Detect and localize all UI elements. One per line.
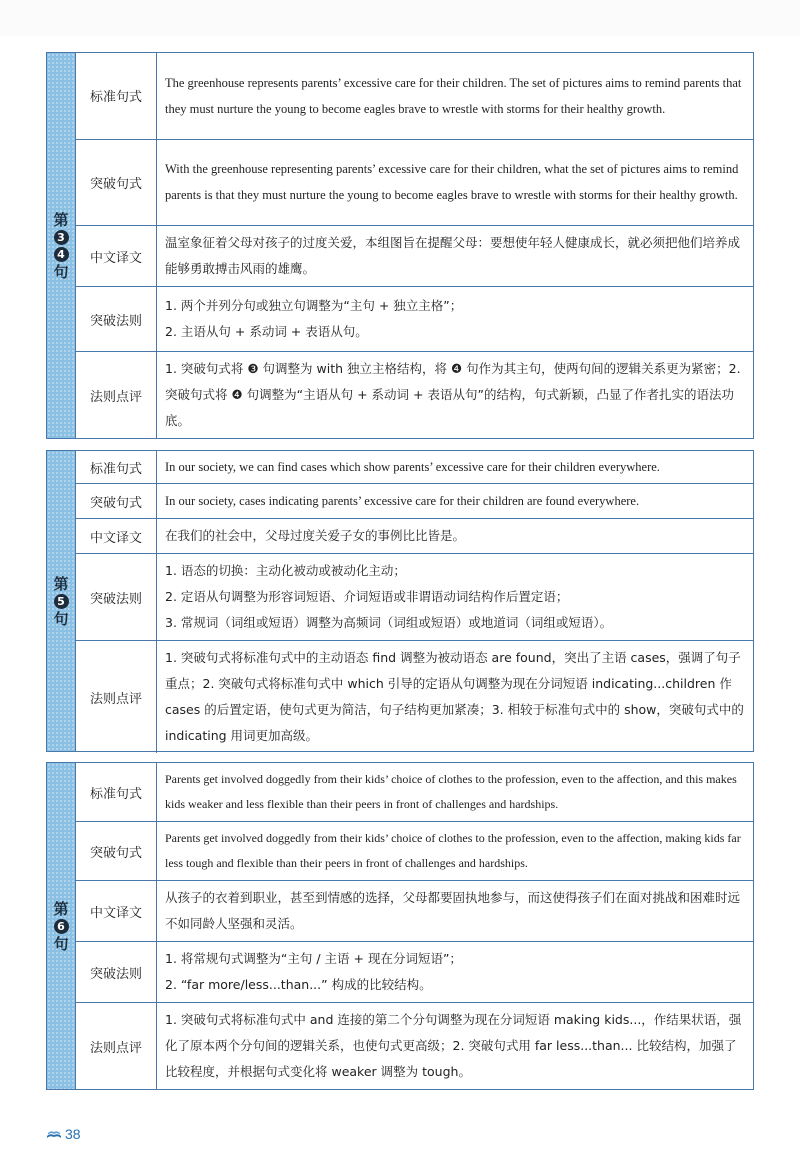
table-row	[76, 287, 753, 352]
page-number	[46, 1126, 81, 1142]
row-label: 中文译文	[76, 226, 157, 286]
improved-sentence: In our society, cases indicating parents’ excessive care for their children are found everywhere.	[165, 494, 640, 508]
sentence-suffix: 句	[53, 609, 69, 628]
chinese-translation: 从孩子的衣着到职业，甚至到情感的选择，父母都要固执地参与，而这使得孩子们在面对挑战和困难时远不如同龄人坚强和灵活。	[165, 890, 741, 931]
improved-sentence: With the greenhouse representing parents’ excessive care for their children, what the set of pictures aims to remind parents is that they must nurture the young to become eagles brave to wrestle with storms for their healthy growth.	[165, 162, 739, 203]
row-label: 突破句式	[76, 140, 157, 226]
table-row	[76, 1003, 753, 1089]
standard-sentence: The greenhouse represents parents’ excessive care for their children. The set of pictures aims to remind parents that they must nurture the young to become eagles brave to wrestle with storms for their healthy growth.	[165, 75, 742, 116]
rule-item: 1. 语态的切换：主动化被动或被动化主动；	[165, 563, 406, 578]
table-row	[76, 519, 753, 554]
sentence-number-badge: 6	[54, 919, 69, 934]
row-label: 法则点评	[76, 641, 157, 753]
rule-comment: 1. 突破句式将标准句式中的主动语态 find 调整为被动语态 are found，突出了主语 cases，强调了句子重点；2. 突破句式将标准句式中 which 引导的定语从句调整为现在分词短语 indicating...children 作 cases 的后置定语，使句式更为简洁，句子结构更加紧凑；3. 相较于标准句式中的 show，突破句式中的 indicating 用词更加高级。	[165, 650, 744, 743]
sentence-number-tab	[47, 53, 76, 438]
standard-sentence: In our society, we can find cases which show parents’ excessive care for their children everywhere.	[165, 460, 660, 474]
sentence-prefix: 第	[53, 210, 69, 229]
sentence-prefix: 第	[53, 899, 69, 918]
sentence-number-tab	[47, 763, 76, 1089]
table-row	[76, 352, 753, 438]
table-row	[76, 484, 753, 519]
table-row	[76, 881, 753, 942]
rule-item: 3. 常规词（词组或短语）调整为高频词（词组或短语）或地道词（词组或短语）。	[165, 615, 613, 630]
chinese-translation: 在我们的社会中，父母过度关爱子女的事例比比皆是。	[165, 528, 466, 543]
row-label: 标准句式	[76, 763, 157, 821]
book-icon	[46, 1126, 62, 1142]
row-label: 标准句式	[76, 53, 157, 139]
rule-list	[157, 287, 753, 351]
page-number-text: 38	[65, 1126, 81, 1142]
table-row	[76, 942, 753, 1003]
row-label: 中文译文	[76, 881, 157, 941]
table-row	[76, 641, 753, 753]
row-label: 突破句式	[76, 822, 157, 880]
row-label: 突破法则	[76, 942, 157, 1002]
table-row	[76, 451, 753, 484]
rule-list	[157, 554, 753, 640]
row-label: 法则点评	[76, 352, 157, 438]
sentence-suffix: 句	[53, 262, 69, 281]
rule-comment: 1. 突破句式将 ❸ 句调整为 with 独立主格结构，将 ❹ 句作为其主句，使两句间的逻辑关系更为紧密；2. 突破句式将 ❹ 句调整为“主语从句 + 系动词 + 表语从句”的结构，句式新颖，凸显了作者扎实的语法功底。	[165, 361, 741, 429]
sentence-block-3-4	[46, 52, 754, 439]
sentence-number-badge: 3	[54, 230, 69, 245]
row-label: 突破法则	[76, 554, 157, 640]
sentence-prefix: 第	[53, 574, 69, 593]
sentence-block-6	[46, 762, 754, 1090]
rule-item: 1. 将常规句式调整为“主句 / 主语 + 现在分词短语”；	[165, 951, 462, 966]
rule-item: 2. 主语从句 + 系动词 + 表语从句。	[165, 324, 368, 340]
row-label: 突破法则	[76, 287, 157, 351]
row-label: 法则点评	[76, 1003, 157, 1089]
rule-item: 2. 定语从句调整为形容词短语、介词短语或非谓语动词结构作后置定语；	[165, 589, 569, 604]
row-label: 中文译文	[76, 519, 157, 553]
row-label: 突破句式	[76, 484, 157, 518]
page-top-strip	[0, 0, 800, 36]
sentence-number-tab	[47, 451, 76, 751]
rule-list	[157, 942, 753, 1002]
table-row	[76, 822, 753, 881]
rule-item: 1. 两个并列分句或独立句调整为“主句 + 独立主格”；	[165, 298, 463, 314]
chinese-translation: 温室象征着父母对孩子的过度关爱，本组图旨在提醒父母：要想使年轻人健康成长，就必须把他们培养成能够勇敢搏击风雨的雄鹰。	[165, 235, 741, 277]
sentence-block-5	[46, 450, 754, 752]
table-row	[76, 763, 753, 822]
table-row	[76, 140, 753, 227]
table-row	[76, 53, 753, 140]
sentence-suffix: 句	[53, 934, 69, 953]
table-row	[76, 226, 753, 287]
improved-sentence: Parents get involved doggedly from their kids’ choice of clothes to the profession, even to the affection, making kids far less tough and flexible than their peers in front of challenges and hardships.	[165, 831, 741, 870]
rule-comment: 1. 突破句式将标准句式中 and 连接的第二个分句调整为现在分词短语 making kids...，作结果状语，强化了原本两个分句间的逻辑关系，也使句式更高级；2. 突破句式用 far less...than... 比较结构，加强了比较程度，并根据句式变化将 weaker 调整为 tough。	[165, 1012, 742, 1079]
rule-item: 2. “far more/less...than...” 构成的比较结构。	[165, 977, 432, 992]
sentence-number-badge: 5	[54, 594, 69, 609]
table-row	[76, 554, 753, 641]
standard-sentence: Parents get involved doggedly from their kids’ choice of clothes to the profession, even to the affection, and this makes kids weaker and less flexible than their peers in front of challenges and hardships.	[165, 772, 737, 811]
row-label: 标准句式	[76, 451, 157, 483]
sentence-number-badge: 4	[54, 247, 69, 262]
